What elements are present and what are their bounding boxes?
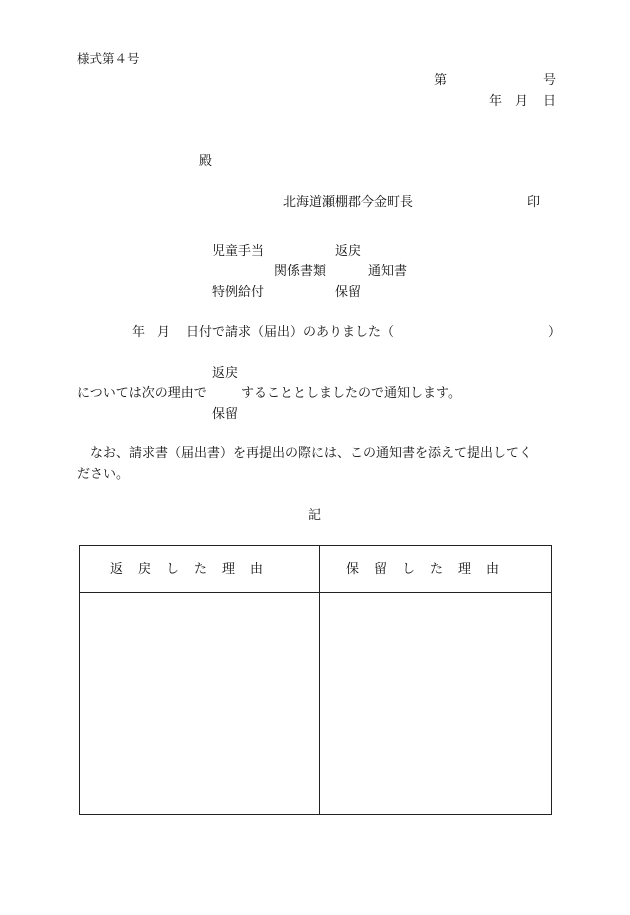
- action-hold: 保留: [335, 285, 362, 300]
- notice-paragraph-line2: ださい。: [77, 467, 130, 482]
- subject-related-documents: 関係書類: [274, 264, 327, 279]
- request-month-label: 月: [157, 325, 171, 340]
- document-number-prefix: 第: [434, 73, 448, 88]
- document-number-suffix: 号: [543, 73, 557, 88]
- action-notice: 通知書: [368, 264, 408, 279]
- request-year-label: 年: [132, 325, 146, 340]
- request-text: 日付で請求（届出）のありました（: [186, 325, 395, 340]
- reason-action-hold: 保留: [212, 407, 239, 422]
- seal-mark: 印: [527, 195, 541, 210]
- reason-table: [79, 545, 552, 815]
- subject-child-allowance: 児童手当: [212, 244, 265, 259]
- reason-lead-text: については次の理由で: [77, 386, 207, 401]
- date-year-label: 年: [489, 94, 503, 109]
- sender-title: 北海道瀬棚郡今金町長: [283, 195, 414, 210]
- header-hold-reason: 保留した理由: [346, 562, 515, 577]
- date-day-label: 日: [543, 94, 557, 109]
- addressee-suffix: 殿: [199, 154, 213, 169]
- request-close-paren: ）: [548, 325, 562, 340]
- ki-heading: 記: [308, 508, 322, 523]
- notice-paragraph-line1: なお、請求書（届出書）を再提出の際には、この通知書を添えて提出してく: [77, 446, 533, 461]
- action-return: 返戻: [335, 244, 362, 259]
- form-number: 様式第４号: [77, 51, 140, 66]
- hold-reason-cell[interactable]: [320, 593, 551, 814]
- header-return-reason: 返戻した理由: [110, 562, 279, 577]
- subject-special-benefit: 特例給付: [212, 285, 265, 300]
- date-month-label: 月: [515, 94, 529, 109]
- reason-trail-text: することとしましたので通知します。: [241, 386, 461, 401]
- return-reason-cell[interactable]: [80, 593, 319, 814]
- reason-action-return: 返戻: [212, 366, 239, 381]
